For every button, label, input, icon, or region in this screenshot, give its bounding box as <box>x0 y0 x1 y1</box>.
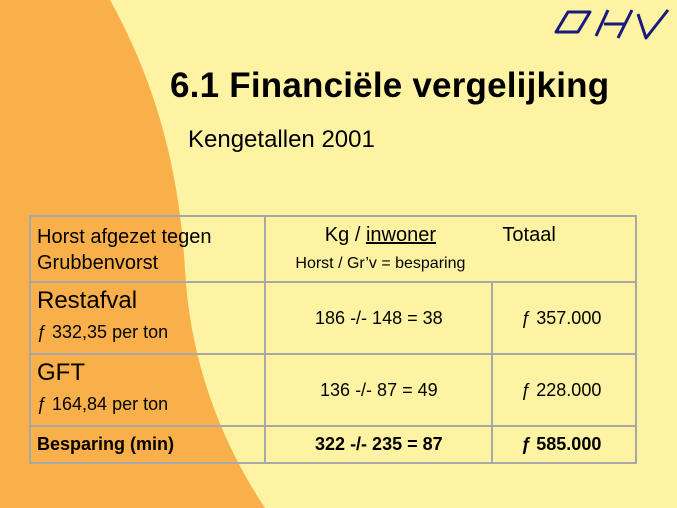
row-label-cell <box>30 426 265 463</box>
calc-value: 322 -/- 235 = 87 <box>315 434 443 454</box>
calc-cell <box>265 354 492 426</box>
ohv-logo-icon <box>548 6 672 42</box>
header-kg-cell <box>265 216 636 282</box>
title-number: 6.1 <box>170 66 220 105</box>
title-text: Financiële vergelijking <box>229 66 610 105</box>
table-row <box>30 282 636 354</box>
row-label-cell <box>30 354 265 426</box>
total-value: ƒ 357.000 <box>521 307 602 328</box>
table-header-row <box>30 216 636 282</box>
calc-cell <box>265 282 492 354</box>
header-left-line1: Horst afgezet tegen <box>37 226 212 248</box>
price-label: ƒ 164,84 per ton <box>37 394 169 414</box>
calc-value: 136 -/- 87 = 49 <box>320 379 438 400</box>
calc-cell <box>265 426 492 463</box>
total-value: ƒ 228.000 <box>521 379 602 400</box>
page-subtitle: Kengetallen 2001 <box>188 126 375 153</box>
table-row <box>30 354 636 426</box>
total-cell <box>492 426 636 463</box>
header-kg-underlined: inwoner <box>365 224 436 246</box>
section-label: Restafval <box>37 287 138 314</box>
section-label: GFT <box>37 359 85 386</box>
row-label-cell <box>30 282 265 354</box>
calc-value: 186 -/- 148 = 38 <box>315 307 443 328</box>
header-left-line2: Grubbenvorst <box>37 252 159 274</box>
header-left-cell <box>30 216 265 282</box>
total-cell <box>492 354 636 426</box>
page-title <box>170 66 609 106</box>
header-left-text <box>37 224 264 276</box>
total-cell <box>492 282 636 354</box>
table-row-total <box>30 426 636 463</box>
total-value: ƒ 585.000 <box>521 434 602 454</box>
kengetallen-table <box>29 215 637 464</box>
header-kg-prefix: Kg / <box>324 224 366 246</box>
price-label: ƒ 332,35 per ton <box>37 322 169 342</box>
header-kg <box>266 224 494 247</box>
header-total: Totaal <box>502 224 556 246</box>
savings-label: Besparing (min) <box>37 434 175 454</box>
header-kg-sub: Horst / Gr’v = besparing <box>295 255 466 272</box>
